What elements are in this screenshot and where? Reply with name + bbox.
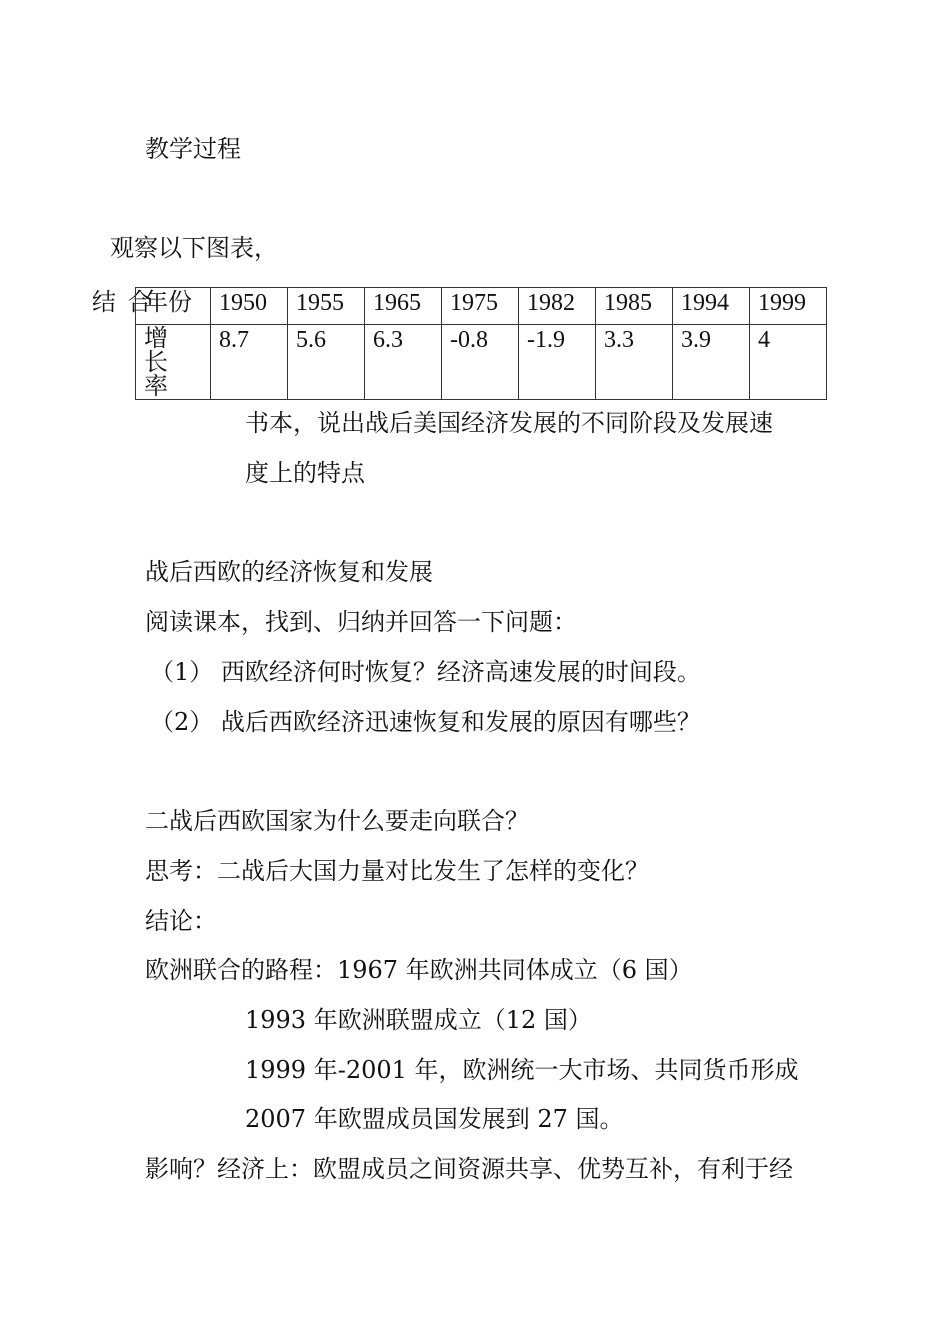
rate-cell: 4 [750, 325, 827, 400]
section-heading: 教学过程 [145, 135, 241, 163]
growth-rate-table [135, 287, 827, 400]
rate-cell: 6.3 [365, 325, 442, 400]
task-line-1: 书本，说出战后美国经济发展的不同阶段及发展速 [245, 409, 773, 437]
path-line-4: 2007 年欧盟成员国发展到 27 国。 [245, 1105, 624, 1133]
task-line-2: 度上的特点 [245, 459, 365, 487]
section-western-europe: 战后西欧的经济恢复和发展 [145, 558, 433, 586]
rate-cell: -0.8 [442, 325, 519, 400]
year-cell: 1999 [750, 288, 827, 325]
path-line-3: 1999 年-2001 年，欧洲统一大市场、共同货币形成 [245, 1056, 799, 1084]
rate-cell: 3.3 [596, 325, 673, 400]
rate-header-cell [136, 325, 211, 400]
think-prompt: 思考：二战后大国力量对比发生了怎样的变化？ [145, 857, 649, 885]
rate-cell: -1.9 [519, 325, 596, 400]
rate-row [136, 325, 827, 400]
rate-cell: 5.6 [288, 325, 365, 400]
path-line-2: 1993 年欧洲联盟成立（12 国） [245, 1006, 592, 1034]
year-cell: 1985 [596, 288, 673, 325]
year-cell: 1975 [442, 288, 519, 325]
year-cell: 1965 [365, 288, 442, 325]
rate-cell: 8.7 [211, 325, 288, 400]
impact-line: 影响？经济上：欧盟成员之间资源共享、优势互补，有利于经 [145, 1155, 793, 1183]
year-cell: 1994 [673, 288, 750, 325]
observe-prompt: 观察以下图表， [110, 234, 278, 262]
question-1: （1） 西欧经济何时恢复？经济高速发展的时间段。 [150, 658, 701, 686]
reading-prompt: 阅读课本，找到、归纳并回答一下问题： [145, 608, 577, 636]
path-line-1: 欧洲联合的路程：1967 年欧洲共同体成立（6 国） [145, 956, 693, 984]
year-cell: 1950 [211, 288, 288, 325]
why-unite-question: 二战后西欧国家为什么要走向联合？ [145, 807, 529, 835]
rate-header: 增 长 率 [144, 326, 176, 400]
conclusion-label: 结论： [145, 907, 217, 935]
year-cell: 1955 [288, 288, 365, 325]
year-row [136, 288, 827, 325]
year-header: 年份 [136, 288, 211, 325]
rate-cell: 3.9 [673, 325, 750, 400]
year-cell: 1982 [519, 288, 596, 325]
question-2: （2） 战后西欧经济迅速恢复和发展的原因有哪些？ [150, 708, 701, 736]
combine-prefix: 结 合 [92, 288, 154, 316]
